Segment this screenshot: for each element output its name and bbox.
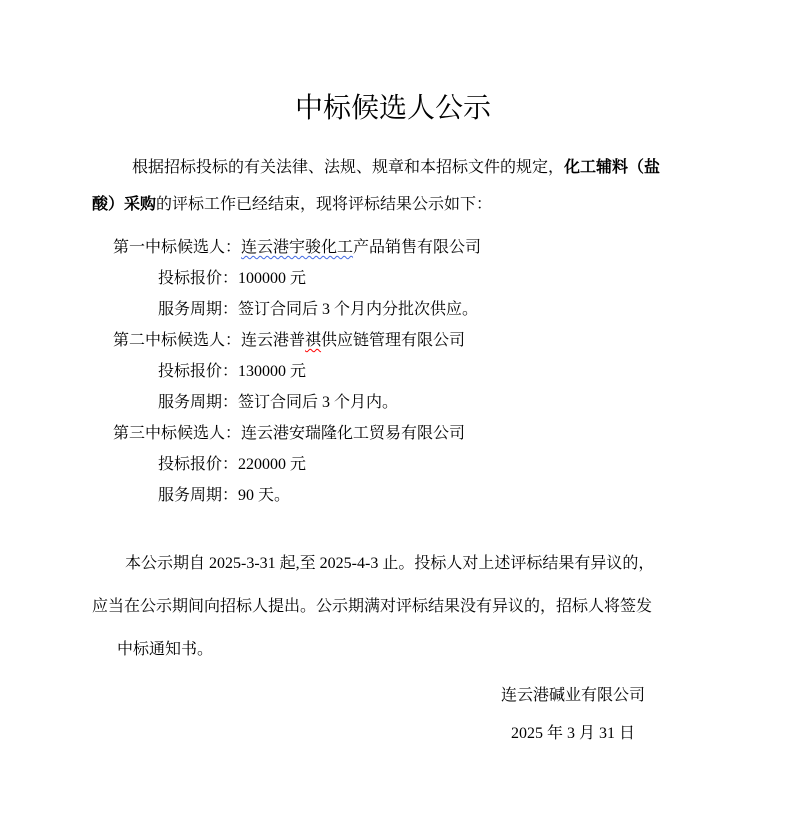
signature-block [393, 677, 753, 753]
candidate-name-marked: 连云港宇骏化工 [241, 239, 354, 256]
candidate-name-rest: 供应链管理有限公司 [321, 332, 466, 349]
candidate-rank-label: 第三中标候选人： [113, 425, 242, 442]
candidate-period-row [113, 387, 673, 418]
closing-line-2: 应当在公示期间向招标人提出。公示期满对评标结果没有异议的，招标人将签发 [92, 598, 653, 615]
intro-paragraph [92, 149, 692, 223]
period-label: 服务周期： [158, 487, 239, 504]
period-label: 服务周期： [158, 394, 239, 411]
candidate-first [113, 232, 673, 325]
price-value: 100000 元 [238, 270, 307, 287]
price-label: 投标报价： [158, 363, 239, 380]
candidate-price-row [113, 263, 673, 294]
candidate-name-rest: 产品销售有限公司 [353, 239, 482, 256]
candidate-period-row [113, 294, 673, 325]
candidate-name-marked: 祺 [305, 332, 322, 349]
closing-line-3: 中标通知书。 [117, 641, 214, 658]
intro-line-1 [92, 149, 692, 186]
page-title: 中标候选人公示 [294, 93, 491, 124]
candidate-name-prefix: 连云港普 [241, 332, 306, 349]
intro-line-1-bold: 化工辅料（盐 [564, 159, 661, 176]
price-label: 投标报价： [158, 456, 239, 473]
intro-line-2-bold: 酸）采购 [92, 196, 157, 213]
period-value: 90 天。 [238, 487, 291, 504]
closing-line-1: 本公示期自 2025-3-31 起,至 2025-4-3 止。投标人对上述评标结果有异议的， [125, 555, 655, 572]
candidate-second [113, 325, 673, 418]
candidate-price-row [113, 449, 673, 480]
closing-paragraph [92, 542, 702, 671]
period-label: 服务周期： [158, 301, 239, 318]
price-value: 220000 元 [238, 456, 307, 473]
intro-line-1-normal: 根据招标投标的有关法律、法规、规章和本招标文件的规定， [132, 159, 565, 176]
candidate-name-rest: 连云港安瑞隆化工贸易有限公司 [241, 425, 466, 442]
price-value: 130000 元 [238, 363, 307, 380]
candidate-price-row [113, 356, 673, 387]
candidates-list [113, 232, 673, 511]
signature-date: 2025 年 3 月 31 日 [510, 725, 635, 742]
intro-line-2 [92, 186, 692, 223]
candidate-third [113, 418, 673, 511]
candidate-name-row [113, 232, 673, 263]
signature-company: 连云港碱业有限公司 [500, 687, 645, 704]
candidate-rank-label: 第二中标候选人： [113, 332, 242, 349]
candidate-name-row [113, 418, 673, 449]
period-value: 签订合同后 3 个月内。 [238, 394, 399, 411]
price-label: 投标报价： [158, 270, 239, 287]
candidate-period-row [113, 480, 673, 511]
intro-line-2-normal: 的评标工作已经结束，现将评标结果公示如下： [156, 196, 493, 213]
period-value: 签订合同后 3 个月内分批次供应。 [238, 301, 479, 318]
candidate-rank-label: 第一中标候选人： [113, 239, 242, 256]
candidate-name-row [113, 325, 673, 356]
